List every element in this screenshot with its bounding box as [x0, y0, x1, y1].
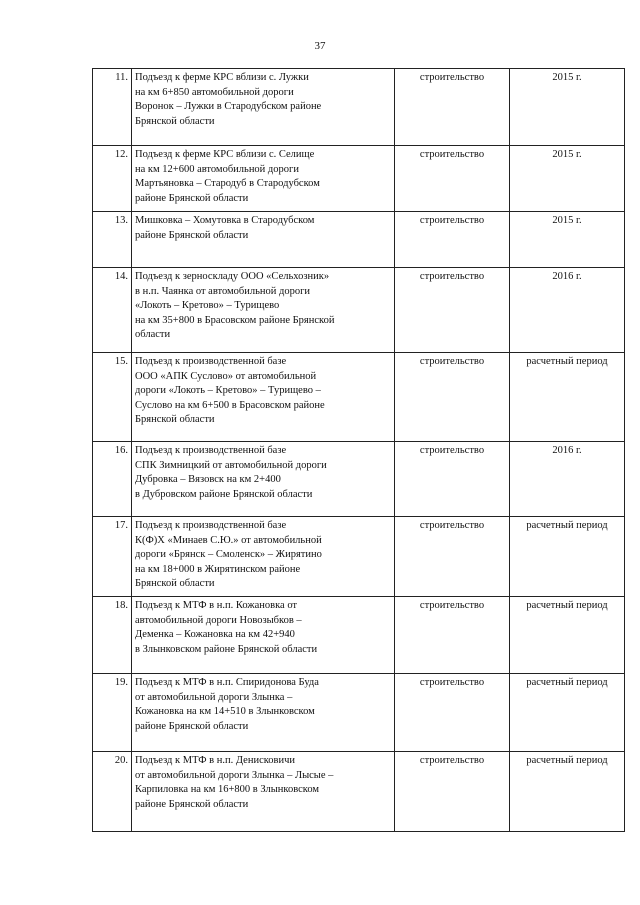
object-name — [132, 268, 395, 353]
object-name-line: автомобильной дороги Новозыбков – — [135, 614, 302, 626]
object-name-line: районе Брянской области — [135, 798, 249, 810]
page-number: 37 — [314, 40, 326, 52]
work-type: строительство — [395, 69, 510, 146]
object-name-line: дороги «Брянск – Смоленск» – Жирятино — [135, 549, 322, 560]
object-name-line: К(Ф)Х «Минаев С.Ю.» от автомобильной — [135, 534, 322, 546]
row-number: 14. — [93, 268, 132, 353]
work-type: строительство — [395, 212, 510, 268]
table-row — [93, 597, 625, 674]
object-name-line: Мишковка – Хомутовка в Стародубском — [135, 215, 315, 226]
object-name-line: Воронок – Лужки в Стародубском районе — [135, 101, 322, 112]
work-type: строительство — [395, 674, 510, 752]
row-number: 19. — [93, 674, 132, 752]
implementation-period: 2016 г. — [510, 268, 625, 353]
work-type: строительство — [395, 268, 510, 353]
row-number: 13. — [93, 212, 132, 268]
row-number: 15. — [93, 353, 132, 442]
object-name-line: районе Брянской области — [135, 192, 249, 204]
object-name-line: Кожановка на км 14+510 в Злынковском — [135, 706, 315, 717]
object-name-line: на км 18+000 в Жирятинском районе — [135, 563, 301, 575]
object-name-line: «Локоть – Кретово» – Турищево — [135, 300, 280, 311]
work-type: строительство — [395, 597, 510, 674]
object-name-line: Подъезд к производственной базе — [135, 356, 287, 367]
object-name-line: дороги «Локоть – Кретово» – Турищево – — [135, 385, 321, 396]
object-name-line: районе Брянской области — [135, 720, 249, 732]
object-name-line: Подъезд к МТФ в н.п. Спиридонова Буда — [135, 677, 319, 688]
row-number: 16. — [93, 442, 132, 517]
object-name-line: районе Брянской области — [135, 229, 249, 241]
table-row — [93, 268, 625, 353]
object-name-line: ООО «АПК Суслово» от автомобильной — [135, 370, 317, 382]
object-name-line: Брянской области — [135, 115, 215, 127]
implementation-period: расчетный период — [510, 597, 625, 674]
implementation-period: 2015 г. — [510, 212, 625, 268]
object-name — [132, 146, 395, 212]
object-name-line: Мартьяновка – Стародуб в Стародубском — [135, 178, 320, 189]
object-name-line: Брянской области — [135, 578, 215, 589]
object-name-line: Подъезд к производственной базе — [135, 520, 287, 531]
object-name-line: Карпиловка на км 16+800 в Злынковском — [135, 784, 320, 795]
object-name-line: области — [135, 329, 171, 340]
object-name-line: Суслово на км 6+500 в Брасовском районе — [135, 399, 325, 411]
work-type: строительство — [395, 146, 510, 212]
work-type: строительство — [395, 353, 510, 442]
object-name — [132, 597, 395, 674]
table-row — [93, 517, 625, 597]
object-name-line: Подъезд к МТФ в н.п. Кожановка от — [135, 600, 298, 611]
row-number: 17. — [93, 517, 132, 597]
object-name — [132, 517, 395, 597]
implementation-period: расчетный период — [510, 517, 625, 597]
object-name — [132, 353, 395, 442]
object-name-line: на км 35+800 в Брасовском районе Брянской — [135, 314, 335, 326]
implementation-period: 2016 г. — [510, 442, 625, 517]
object-name — [132, 212, 395, 268]
object-name-line: на км 12+600 автомобильной дороги — [135, 163, 299, 175]
row-number: 12. — [93, 146, 132, 212]
row-number: 11. — [93, 69, 132, 146]
table-row — [93, 442, 625, 517]
object-name-line: от автомобильной дороги Злынка – Лысые – — [135, 769, 334, 781]
object-name — [132, 674, 395, 752]
row-number: 18. — [93, 597, 132, 674]
implementation-period: 2015 г. — [510, 69, 625, 146]
implementation-period: 2015 г. — [510, 146, 625, 212]
object-name-line: Подъезд к ферме КРС вблизи с. Селище — [135, 149, 315, 160]
table-row — [93, 674, 625, 752]
object-name — [132, 69, 395, 146]
work-type: строительство — [395, 442, 510, 517]
object-name-line: Брянской области — [135, 414, 215, 425]
table-row — [93, 752, 625, 832]
object-name-line: в Злынковском районе Брянской области — [135, 643, 318, 655]
object-name-line: СПК Зимницкий от автомобильной дороги — [135, 459, 327, 471]
work-type: строительство — [395, 517, 510, 597]
table-body — [93, 69, 625, 832]
object-name-line: Подъезд к производственной базе — [135, 445, 287, 456]
object-name-line: Подъезд к МТФ в н.п. Денисковичи — [135, 755, 296, 766]
object-name-line: Дубровка – Вязовск на км 2+400 — [135, 474, 281, 485]
object-name-line: от автомобильной дороги Злынка – — [135, 691, 293, 703]
object-name-line: Подъезд к зерноскладу ООО «Сельхозник» — [135, 271, 330, 282]
road-construction-table — [92, 68, 625, 832]
table-row — [93, 69, 625, 146]
object-name-line: Подъезд к ферме КРС вблизи с. Лужки — [135, 72, 309, 83]
implementation-period: расчетный период — [510, 674, 625, 752]
implementation-period: расчетный период — [510, 353, 625, 442]
table-row — [93, 146, 625, 212]
implementation-period: расчетный период — [510, 752, 625, 832]
object-name-line: в н.п. Чаянка от автомобильной дороги — [135, 285, 311, 297]
work-type: строительство — [395, 752, 510, 832]
object-name — [132, 442, 395, 517]
object-name — [132, 752, 395, 832]
row-number: 20. — [93, 752, 132, 832]
object-name-line: на км 6+850 автомобильной дороги — [135, 86, 294, 98]
table-row — [93, 353, 625, 442]
object-name-line: в Дубровском районе Брянской области — [135, 488, 313, 500]
table-row — [93, 212, 625, 268]
object-name-line: Деменка – Кожановка на км 42+940 — [135, 629, 295, 640]
